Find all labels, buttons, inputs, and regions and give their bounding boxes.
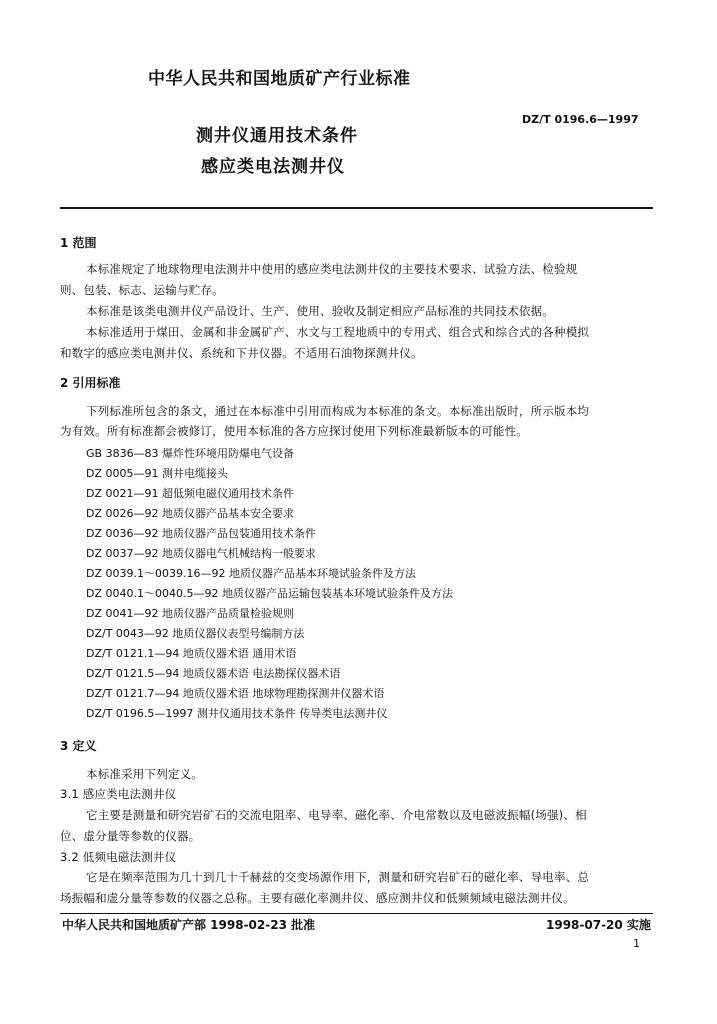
approval-date: 中华人民共和国地质矿产部 1998-02-23 批准 [62,918,316,932]
reference-item: DZ/T 0121.5—94 地质仪器术语 电法勘探仪器术语 [86,667,341,680]
reference-item: DZ 0005—91 测井电缆接头 [86,467,228,480]
definition-3-1-line: 它主要是测量和研究岩矿石的交流电阻率、电导率、磁化率、介电常数以及电磁波振幅(场强)、相 [86,808,587,822]
definition-3-1-line: 位、虚分量等参数的仪器。 [60,829,201,843]
definition-3-2-title: 3.2 低频电磁法测井仪 [60,850,177,864]
reference-item: DZ 0021—91 超低频电磁仪通用技术条件 [86,487,294,500]
issuing-body-header: 中华人民共和国地质矿产行业标准 [148,69,411,89]
reference-item: DZ 0041—92 地质仪器产品质量检验规则 [86,607,294,620]
reference-item: DZ/T 0121.7—94 地质仪器术语 地球物理勘探测井仪器术语 [86,687,385,700]
standard-number: DZ/T 0196.6—1997 [522,113,639,126]
reference-item: DZ/T 0121.1—94 地质仪器术语 通用术语 [86,647,297,660]
section-1-heading: 1 范围 [60,236,97,250]
section-2-heading: 2 引用标准 [60,376,121,390]
reference-item: DZ 0039.1～0039.16—92 地质仪器产品基本环境试验条件及方法 [86,567,416,580]
definition-3-2-line: 场振幅和虚分量等参数的仪器之总称。主要有磁化率测井仪、感应测井仪和低频频域电磁法测井仪。 [60,891,575,905]
section-3-heading: 3 定义 [60,739,97,753]
implementation-date: 1998-07-20 实施 [546,918,651,932]
footer-divider [60,913,653,914]
header-divider [60,207,653,209]
section-1-paragraph-line: 和数字的感应类电测井仪、系统和下井仪器。不适用石油物探测井仪。 [60,346,423,360]
reference-item: GB 3836—83 爆炸性环境用防爆电气设备 [86,447,295,460]
section-1-paragraph-line: 则、包装、标志、运输与贮存。 [60,283,224,297]
page-number: 1 [633,937,640,950]
reference-item: DZ/T 0196.5—1997 测井仪通用技术条件 传导类电法测井仪 [86,707,388,720]
section-2-paragraph-line: 为有效。所有标准都会被修订，使用本标准的各方应探讨使用下列标准最新版本的可能性。 [60,424,528,438]
definition-3-2-line: 它是在频率范围为几十到几十千赫兹的交变场源作用下，测量和研究岩矿石的磁化率、导电率、总 [86,870,590,884]
section-1-paragraph-line: 本标准是该类电测井仪产品设计、生产、使用、验收及制定相应产品标准的共同技术依据。 [86,304,554,318]
section-1-paragraph-line: 本标准适用于煤田、金属和非金属矿产、水文与工程地质中的专用式、组合式和综合式的各种模拟 [86,325,590,339]
reference-item: DZ 0037—92 地质仪器电气机械结构一般要求 [86,547,316,560]
reference-item: DZ 0040.1～0040.5—92 地质仪器产品运输包装基本环境试验条件及方法 [86,587,453,600]
reference-item: DZ 0026—92 地质仪器产品基本安全要求 [86,507,294,520]
reference-item: DZ/T 0043—92 地质仪器仪表型号编制方法 [86,627,305,640]
section-3-intro: 本标准采用下列定义。 [86,767,203,781]
document-title: 测井仪通用技术条件 [196,126,358,146]
reference-item: DZ 0036—92 地质仪器产品包装通用技术条件 [86,527,316,540]
section-2-paragraph-line: 下列标准所包含的条文，通过在本标准中引用而构成为本标准的条文。本标准出版时，所示版本均 [86,404,590,418]
document-subtitle: 感应类电法测井仪 [201,157,345,177]
definition-3-1-title: 3.1 感应类电法测井仪 [60,787,177,801]
section-1-paragraph-line: 本标准规定了地球物理电法测井中使用的感应类电法测井仪的主要技术要求、试验方法、检验规 [86,262,578,276]
